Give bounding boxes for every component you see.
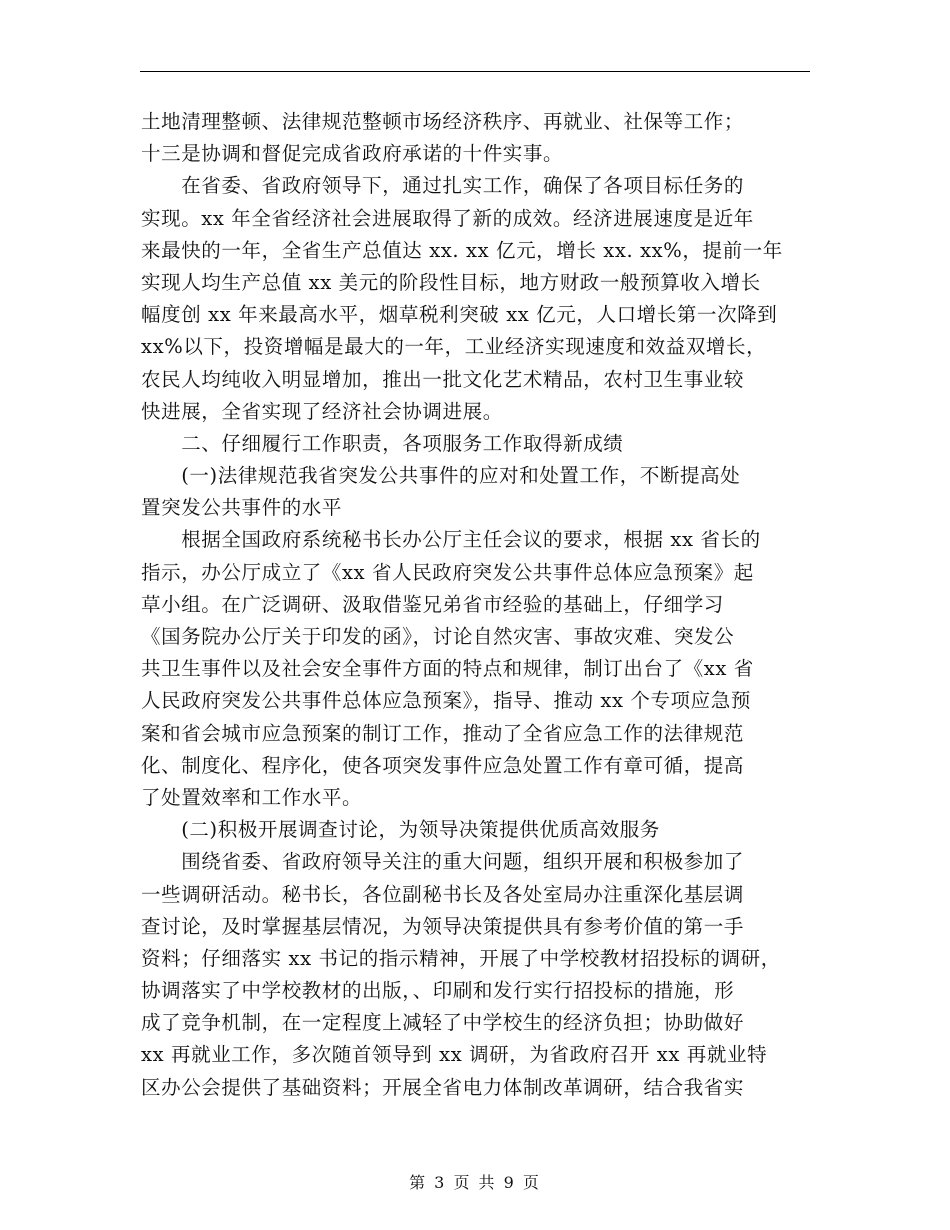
section-heading: 二、仔细履行工作职责，各项服务工作取得新成绩 xyxy=(141,431,624,455)
text-line: 快进展，全省实现了经济社会协调进展。 xyxy=(141,399,503,423)
body-text xyxy=(141,106,811,1104)
text-line: 《国务院办公厅关于印发的函》，讨论自然灾害、事故灾难、突发公 xyxy=(141,625,735,648)
text-line: 十三是协调和督促完成省政府承诺的十件实事。 xyxy=(141,142,564,166)
text-line: xx 再就业工作，多次随首领导到 xx 调研，为省政府召开 xx 再就业特 xyxy=(141,1043,768,1067)
text-line: 根据全国政府系统秘书长办公厅主任会议的要求，根据 xx 省长的 xyxy=(141,528,761,552)
text-line: 实现。xx 年全省经济社会进展取得了新的成效。经济进展速度是近年 xyxy=(141,206,754,230)
text-line: 一些调研活动。秘书长，各位副秘书长及各处室局办注重深化基层调 xyxy=(141,882,745,906)
text-line: 化、制度化、程序化，使各项突发事件应急处置工作有章可循，提高 xyxy=(141,753,745,777)
subsection-heading: (二)积极开展调查讨论，为领导决策提供优质高效服务 xyxy=(141,818,660,842)
text-line: 共卫生事件以及社会安全事件方面的特点和规律，制订出台了《xx 省 xyxy=(141,657,754,681)
text-line: 草小组。在广泛调研、汲取借鉴兄弟省市经验的基础上，仔细学习 xyxy=(141,592,724,616)
text-line: 成了竞争机制，在一定程度上减轻了中学校生的经济负担；协助做好 xyxy=(141,1011,745,1035)
text-line: 资料；仔细落实 xx 书记的指示精神，开展了中学校教材招投标的调研， xyxy=(141,946,781,970)
text-line: 在省委、省政府领导下，通过扎实工作，确保了各项目标任务的 xyxy=(141,174,745,198)
text-line: 查讨论，及时掌握基层情况，为领导决策提供具有参考价值的第一手 xyxy=(141,914,745,938)
header-rule xyxy=(140,71,810,72)
text-line: 围绕省委、省政府领导关注的重大问题，组织开展和积极参加了 xyxy=(141,850,745,874)
text-line: 区办公会提供了基础资料；开展全省电力体制改革调研，结合我省实 xyxy=(141,1075,745,1099)
text-line: 幅度创 xx 年来最高水平，烟草税利突破 xx 亿元，人口增长第一次降到 xyxy=(141,303,778,327)
text-line: 土地清理整顿、法律规范整顿市场经济秩序、再就业、社保等工作； xyxy=(141,110,745,133)
text-line: 案和省会城市应急预案的制订工作，推动了全省应急工作的法律规范 xyxy=(141,721,745,745)
text-line: 农民人均纯收入明显增加，推出一批文化艺术精品，农村卫生事业较 xyxy=(141,367,745,391)
text-line: xx%以下，投资增幅是最大的一年，工业经济实现速度和效益双增长， xyxy=(141,335,767,359)
subsection-heading: 置突发公共事件的水平 xyxy=(141,496,343,520)
text-line: 来最快的一年，全省生产总值达 xx. xx 亿元，增长 xx. xx%，提前一年 xyxy=(141,238,783,262)
text-line: 实现人均生产总值 xx 美元的阶段性目标，地方财政一般预算收入增长 xyxy=(141,270,761,294)
page-number-footer: 第 3 页 共 9 页 xyxy=(409,1173,541,1192)
text-line: 了处置效率和工作水平。 xyxy=(141,785,363,809)
text-line: 人民政府突发公共事件总体应急预案》，指导、推动 xx 个专项应急预 xyxy=(141,689,751,713)
text-line: 指示，办公厅成立了《xx 省人民政府突发公共事件总体应急预案》起 xyxy=(141,560,754,584)
text-line: 协调落实了中学校教材的出版，、印刷和发行实行招投标的措施，形 xyxy=(141,979,735,1003)
subsection-heading: (一)法律规范我省突发公共事件的应对和处置工作，不断提高处 xyxy=(141,464,741,488)
